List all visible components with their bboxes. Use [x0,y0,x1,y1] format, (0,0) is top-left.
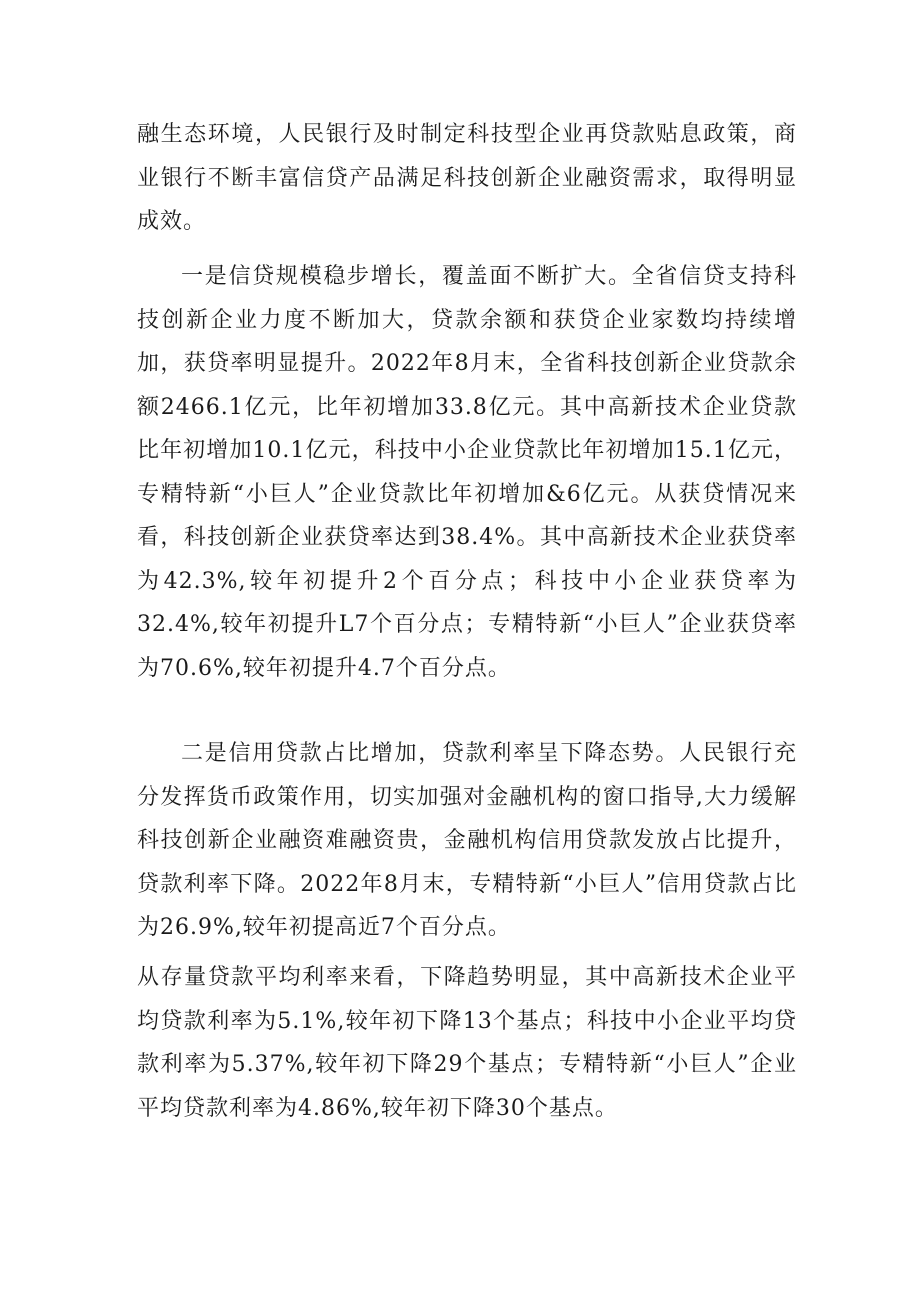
paragraph-ecosystem-conclusion: 融生态环境，人民银行及时制定科技型企业再贷款贴息政策，商业银行不断丰富信贷产品满足科技创新企业融资需求，取得明显成效。 [137,122,797,234]
paragraph-credit-scale: 一是信贷规模稳步增长，覆盖面不断扩大。全省信贷支持科技创新企业力度不断加大，贷款余额和获贷企业家数均持续增加，获贷率明显提升。2022年8月末，全省科技创新企业贷款余额2466.1亿元，比年初增加33.8亿元。其中高新技术企业贷款比年初增加10.1亿元，科技中小企业贷款比年初增加15.1亿元，专精特新“小巨人”企业贷款比年初增加&6亿元。从获贷情况来看，科技创新企业获贷率达到38.4%。其中高新技术企业获贷率为42.3%,较年初提升2个百分点；科技中小企业获贷率为32.4%,较年初提升L7个百分点；专精特新“小巨人”企业获贷率为70.6%,较年初提升4.7个百分点。 [137,264,797,681]
paragraph-interest-rates: 从存量贷款平均利率来看，下降趋势明显，其中高新技术企业平均贷款利率为5.1%,较年初下降13个基点；科技中小企业平均贷款利率为5.37%,较年初下降29个基点；专精特新“小巨人”企业平均贷款利率为4.86%,较年初下降30个基点。 [137,965,797,1121]
paragraph-credit-loans: 二是信用贷款占比增加，贷款利率呈下降态势。人民银行充分发挥货币政策作用，切实加强对金融机构的窗口指导,大力缓解科技创新企业融资难融资贵，金融机构信用贷款发放占比提升，贷款利率下降。2022年8月末，专精特新“小巨人”信用贷款占比为26.9%,较年初提高近7个百分点。 [137,741,797,940]
